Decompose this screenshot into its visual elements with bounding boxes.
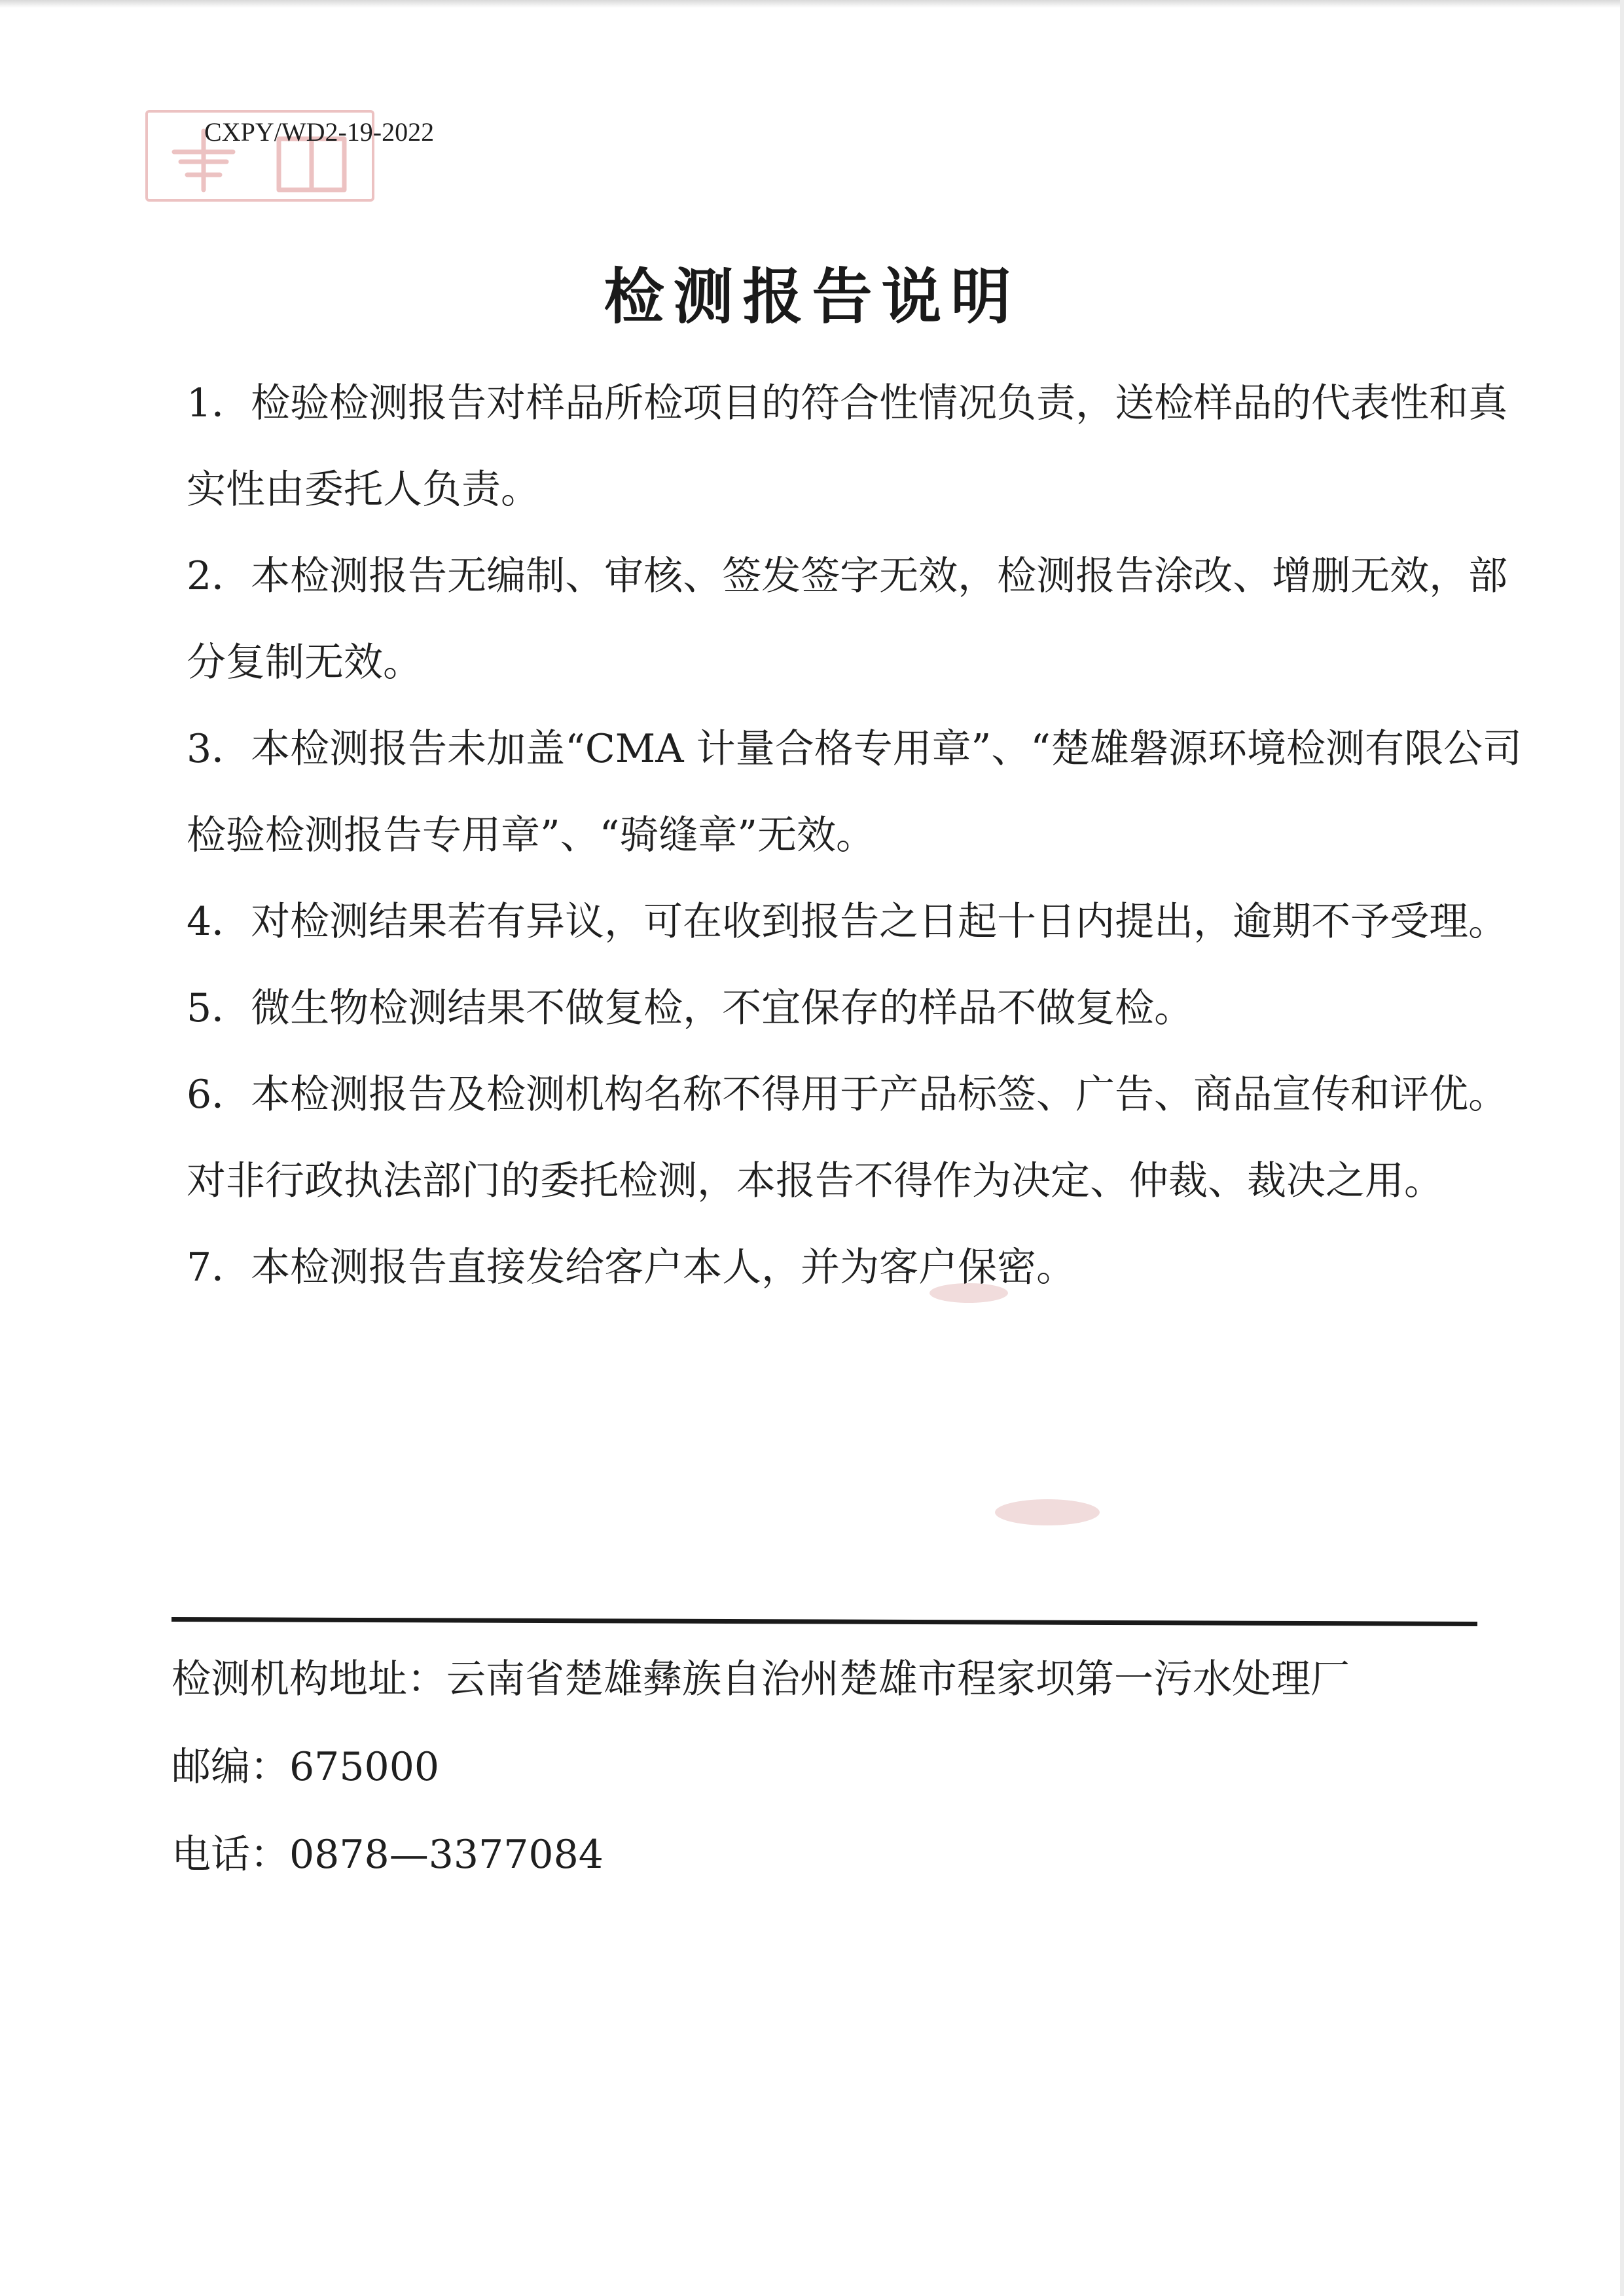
clause-7: 7．本检测报告直接发给客户本人，并为客户保密。 (187, 1245, 1076, 1290)
contact-postcode: 邮编：675000 (171, 1744, 440, 1790)
clause-3: 3．本检测报告未加盖“CMA 计量合格专用章”、“楚雄磐源环境检测有限公司检验检测报告专用章”、“骑缝章”无效。 (187, 726, 1522, 858)
scan-right-edge (1620, 0, 1624, 2296)
clause-6: 6．本检测报告及检测机构名称不得用于产品标签、广告、商品宣传和评优。对非行政执法部门的委托检测，本报告不得作为决定、仲裁、裁决之用。 (187, 1072, 1508, 1204)
contact-phone: 电话：0878—3377084 (171, 1832, 604, 1878)
clause-list (187, 360, 1535, 1311)
contact-address: 检测机构地址：云南省楚雄彝族自治州楚雄市程家坝第一污水处理厂 (171, 1656, 1350, 1702)
clause-1: 1．检验检测报告对样品所检项目的符合性情况负责，送检样品的代表性和真实性由委托人负责。 (187, 380, 1508, 513)
scan-top-edge (0, 0, 1624, 8)
stamp-smudge (995, 1499, 1100, 1525)
footer-divider (171, 1617, 1477, 1626)
stamp-smudge (929, 1283, 1008, 1303)
clause-2: 2．本检测报告无编制、审核、签发签字无效，检测报告涂改、增删无效，部分复制无效。 (187, 553, 1508, 685)
clause-4: 4．对检测结果若有异议，可在收到报告之日起十日内提出，逾期不予受理。 (187, 899, 1508, 945)
clause-5: 5．微生物检测结果不做复检，不宜保存的样品不做复检。 (187, 985, 1194, 1031)
document-code: CXPY/WD2-19-2022 (204, 117, 435, 147)
contact-block (171, 1635, 1546, 1899)
page-title: 检测报告说明 (604, 261, 1020, 332)
